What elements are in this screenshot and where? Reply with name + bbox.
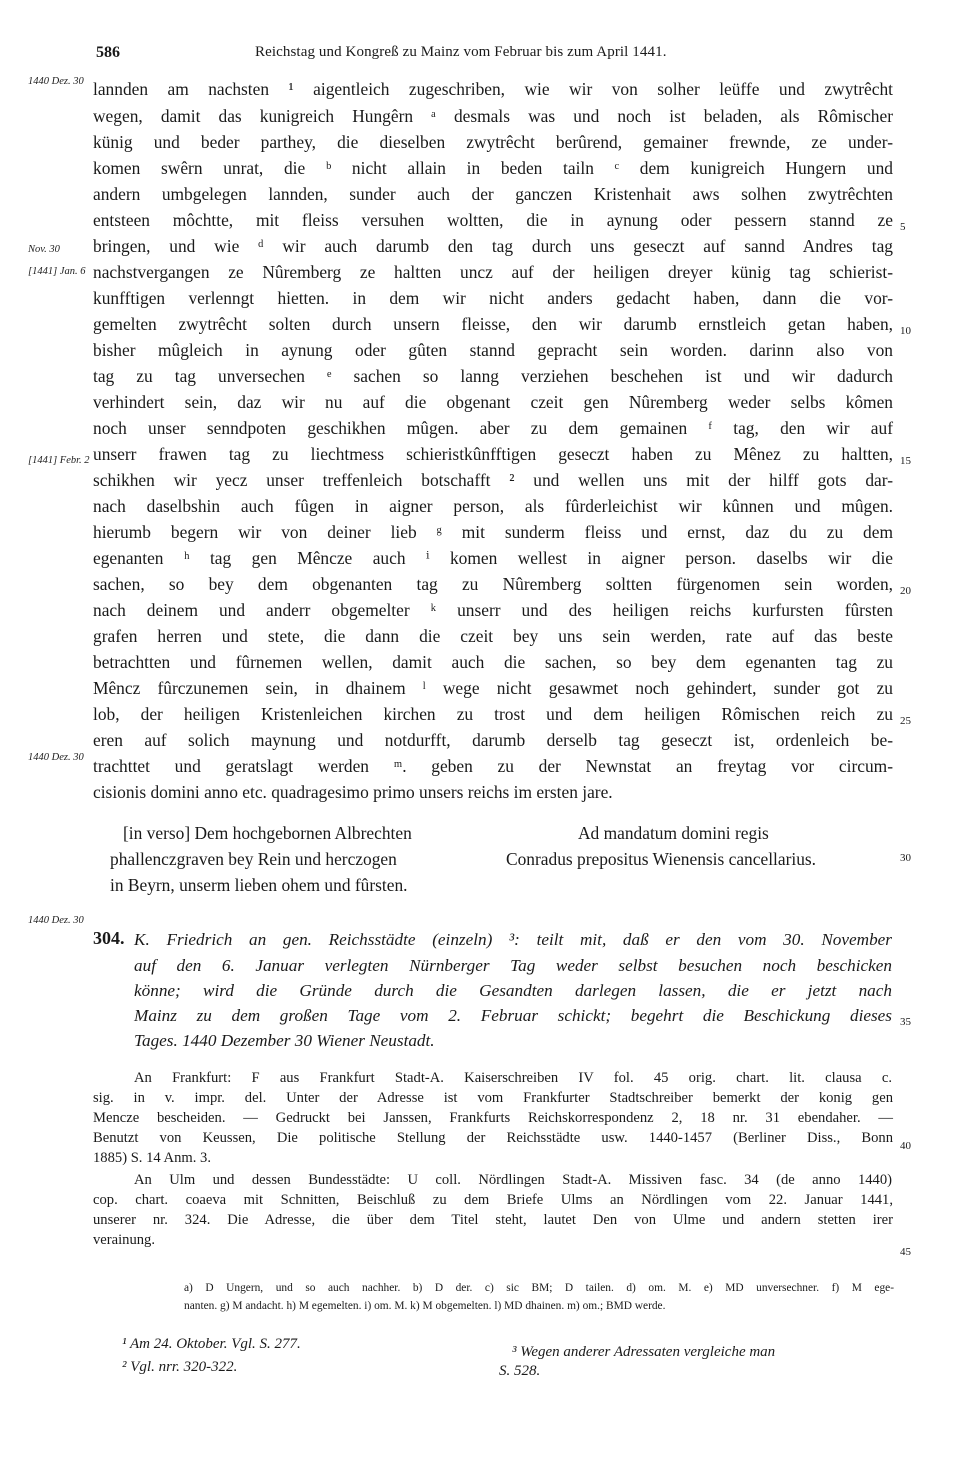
margin-note: Nov. 30 xyxy=(28,244,60,255)
footnote: S. 528. xyxy=(499,1363,541,1379)
text-line: betrachtten und fûrnemen wellen, damit auch die sachen, so bey dem egenanten tag zu xyxy=(93,652,893,672)
text-line: cisionis domini anno etc. quadragesimo primo unsers reichs im ersten jare. xyxy=(93,782,613,802)
source-line: Benutzt von Keussen, Die politische Stellung der Reichsstädte usw. 1440-1457 (Berliner Diss., Bonn xyxy=(93,1130,893,1146)
text-line: komen swêrn unrat, die ᵇ nicht allain in beden tailn ᶜ dem kunigreich Hungern und xyxy=(93,158,893,178)
line-number: 10 xyxy=(900,325,911,337)
signature-line: Conradus prepositus Wienensis cancellarius. xyxy=(506,849,817,869)
text-line: lannden am nachsten ¹ aigentleich zugeschriben, wie wir von solher leüffe und zwytrêcht xyxy=(93,79,893,99)
address-line: [in verso] Dem hochgebornen Albrechten xyxy=(123,823,412,843)
line-number: 40 xyxy=(900,1140,911,1152)
variant-note: a) D Ungern, und so auch nachher. b) D der. c) sic BM; D tailen. d) om. M. e) MD unversechner. f) M ege- xyxy=(184,1282,894,1294)
text-line: schikhen wir yecz unser treffenleich botschafft ² und wellen uns mit der hilff gots dar- xyxy=(93,470,893,490)
line-number: 25 xyxy=(900,715,911,727)
signature-line: Ad mandatum domini regis xyxy=(578,823,769,843)
text-line: noch unser senndpoten geschikhen mûgen. aber zu dem gemainen ᶠ tag, den wir auf xyxy=(93,418,893,438)
text-line: andern umbgelegen lannden, sunder auch der ganczen Kristenhait aws solhen zwytrêchten xyxy=(93,184,893,204)
source-line: An Ulm und dessen Bundesstädte: U coll. Nördlingen Stadt-A. Missiven fasc. 34 (de anno 1440) xyxy=(134,1172,892,1188)
line-number: 5 xyxy=(900,221,906,233)
text-line: künig und beder parthey, die dieselben zwytrêcht berûrend, gemainer frewnde, ze under- xyxy=(93,132,893,152)
margin-note: [1441] Jan. 6 xyxy=(28,266,86,277)
line-number: 35 xyxy=(900,1016,911,1028)
line-number: 45 xyxy=(900,1246,911,1258)
page-number: 586 xyxy=(96,44,120,61)
text-line: hierumb begern wir von deiner lieb ᵍ mit sunderm fleiss und ernst, daz du zu dem xyxy=(93,522,893,542)
text-line: wegen, damit das kunigreich Hungêrn ᵃ desmals was und noch ist beladen, als Rômischer xyxy=(93,106,893,126)
text-line: unserr frawen tag zu liechtmess schieristkûnfftigen geseczt haben zu Mênez zu haltten, xyxy=(93,444,893,464)
address-line: phallenczgraven bey Rein und herczogen xyxy=(110,849,397,869)
text-line: grafen herren und stete, die dann die czeit bey uns sein werden, rate auf das beste xyxy=(93,626,893,646)
text-line: Mêncz fûrczunemen sein, in dhainem ˡ wege nicht gesawmet noch gehindert, sunder got zu xyxy=(93,678,893,698)
regest-line: auf den 6. Januar verlegten Nürnberger Tag weder selbst besuchen noch beschicken xyxy=(134,956,892,975)
text-line: eren auf solich maynung und notdurfft, darumb derselb tag geseczt ist, ordenleich be- xyxy=(93,730,893,750)
footnote: ² Vgl. nrr. 320-322. xyxy=(122,1359,238,1375)
source-line: verainung. xyxy=(93,1232,156,1248)
text-line: nach deinem und anderr obgemelter ᵏ unserr und des heiligen reichs kurfursten fûrsten xyxy=(93,600,893,620)
running-title: Reichstag und Kongreß zu Mainz vom Februar bis zum April 1441. xyxy=(255,44,667,60)
text-line: bringen, und wie ᵈ wir auch darumb den tag durch uns geseczt auf sannd Andres tag xyxy=(93,236,893,256)
text-line: nachstvergangen ze Nûremberg ze haltten uncz auf der heiligen dreyer künig tag schierist- xyxy=(93,262,893,282)
text-line: bisher mûgleich in aynung oder gûten stannd gepracht sein worden. darinn also von xyxy=(93,340,893,360)
regest-line: könne; wird die Gründe durch die Gesandten darlegen lassen, die er jetzt nach xyxy=(134,981,892,1000)
text-line: sachen, so bey dem obgenanten tag zu Nûremberg soltten fürgenomen sein worden, xyxy=(93,574,893,594)
address-line: in Beyrn, unserm lieben ohem und fûrsten. xyxy=(110,875,408,895)
source-line: cop. chart. coaeva mit Schnitten, Beischluß zu dem Briefe Ulms an Nördlingen vom 22. Januar 1441, xyxy=(93,1192,893,1208)
regest-number: 304. xyxy=(93,928,125,948)
footnote: ¹ Am 24. Oktober. Vgl. S. 277. xyxy=(122,1336,301,1352)
source-line: 1885) S. 14 Anm. 3. xyxy=(93,1150,211,1166)
text-line: verhindert sein, daz wir nu auf die obgenant czeit gen Nûremberg weder selbs kômen xyxy=(93,392,893,412)
line-number: 20 xyxy=(900,585,911,597)
text-line: egenanten ʰ tag gen Mêncze auch ⁱ komen wellest in aigner person. daselbs wir die xyxy=(93,548,893,568)
regest-line: K. Friedrich an gen. Reichsstädte (einzeln) ³: teilt mit, daß er den vom 30. November xyxy=(134,930,892,949)
text-line: gemelten zwytrêcht solten durch unsern fleisse, den wir darumb ernstleich getan haben, xyxy=(93,314,893,334)
text-line: tag zu tag unversechen ᵉ sachen so lanng verziehen beschehen ist und wir dadurch xyxy=(93,366,893,386)
text-line: lob, der heiligen Kristenleichen kirchen zu trost und dem heiligen Rômischen reich zu xyxy=(93,704,893,724)
regest-line: Tages. 1440 Dezember 30 Wiener Neustadt. xyxy=(134,1031,435,1050)
footnote: ³ Wegen anderer Adressaten vergleiche man xyxy=(512,1344,776,1360)
margin-note: [1441] Febr. 2 xyxy=(28,455,90,466)
line-number: 30 xyxy=(900,852,911,864)
text-line: kunfftigen verlenngt hietten. in dem wir nicht anders gedacht haben, dann die vor- xyxy=(93,288,893,308)
source-line: An Frankfurt: F aus Frankfurt Stadt-A. Kaiserschreiben IV fol. 45 orig. chart. lit. clausa c. xyxy=(134,1070,892,1086)
variant-note: nanten. g) M andacht. h) M egemelten. i) om. M. k) M obgemelten. l) MD dhainen. m) om.; BMD werde. xyxy=(184,1300,666,1312)
regest-line: Mainz zu dem großen Tage vom 2. Februar schickt; begehrt die Beschickung dieses xyxy=(134,1006,892,1025)
source-line: unserer nr. 324. Die Adresse, die über dem Titel steht, lautet Den von Ulme und andern stetten irer xyxy=(93,1212,893,1228)
text-line: trachttet und geratslagt werden ᵐ. geben zu der Newnstat an freytag vor circum- xyxy=(93,756,893,776)
margin-note: 1440 Dez. 30 xyxy=(28,752,84,763)
margin-note: 1440 Dez. 30 xyxy=(28,915,84,926)
source-line: Mencze bescheiden. — Gedruckt bei Janssen, Frankfurts Reichskorrespondenz 2, 18 nr. 31 ebendaher. — xyxy=(93,1110,893,1126)
source-line: sig. in v. impr. del. Unter der Adresse ist vom Frankfurter Stadtschreiber bemerkt der konig gen xyxy=(93,1090,893,1106)
text-line: nach daselbshin auch fûgen in aigner person, als fûrderleichist wir kûnnen und mûgen. xyxy=(93,496,893,516)
margin-note: 1440 Dez. 30 xyxy=(28,76,84,87)
line-number: 15 xyxy=(900,455,911,467)
text-line: entsteen môchtte, mit fleiss versuhen woltten, die in aynung oder pessern stannd ze xyxy=(93,210,893,230)
